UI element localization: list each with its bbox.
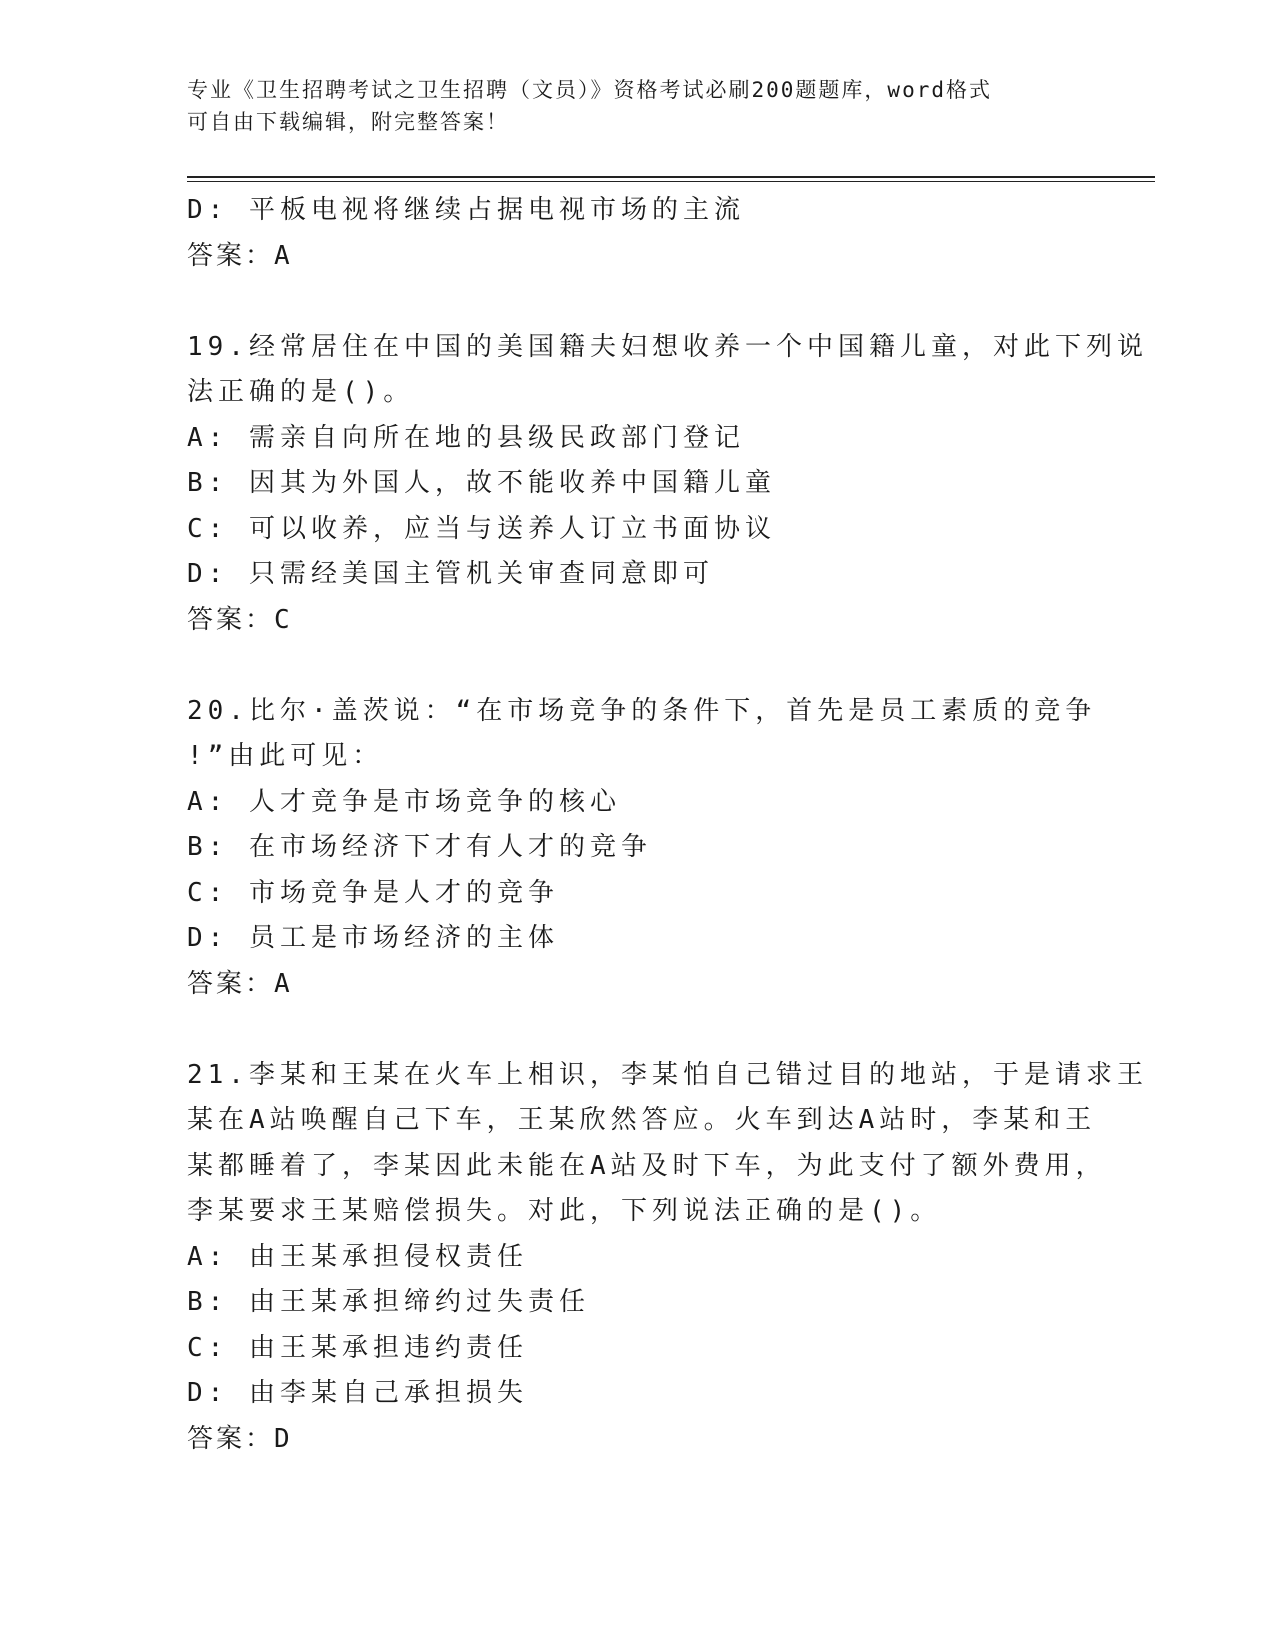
option-c: C: 市场竞争是人才的竞争 [187,877,559,908]
question-stem: 21.李某和王某在火车上相识，李某怕自己错过目的地站，于是请求王 [187,1059,1148,1090]
option-b: B: 在市场经济下才有人才的竞争 [187,832,652,862]
header-rule-thick [187,176,1155,178]
question-stem: 20.比尔·盖茨说：“在市场竞争的条件下，首先是员工素质的竞争 [187,695,1097,726]
header-line-1: 专业《卫生招聘考试之卫生招聘（文员）》资格考试必刷200题题库，word格式 [187,78,992,102]
option-d: D: 员工是市场经济的主体 [187,923,559,953]
option-a: A: 需亲自向所在地的县级民政部门登记 [187,422,745,453]
answer: 答案：D [187,1423,293,1454]
header-line-2: 可自由下载编辑，附完整答案！ [187,110,509,134]
answer: 答案：A [187,968,293,999]
option-b: B: 因其为外国人，故不能收养中国籍儿童 [187,468,776,498]
option-b: B: 由王某承担缔约过失责任 [187,1287,590,1317]
question-stem: 某在A站唤醒自己下车，王某欣然答应。火车到达A站时，李某和王 [187,1105,1097,1135]
page-header [187,74,1087,138]
option-c: C: 可以收养，应当与送养人订立书面协议 [187,513,776,544]
option-c: C: 由王某承担违约责任 [187,1332,528,1363]
option-d: D: 平板电视将继续占据电视市场的主流 [187,195,745,225]
question-19 [187,325,1148,644]
header-rule-thin [187,181,1155,182]
option-d: D: 由李某自己承担损失 [187,1378,528,1408]
option-d: D: 只需经美国主管机关审查同意即可 [187,559,714,589]
option-a: A: 由王某承担侵权责任 [187,1241,528,1272]
answer: 答案：C [187,604,293,635]
question-21 [187,1053,1148,1463]
question-stem: 19.经常居住在中国的美国籍夫妇想收养一个中国籍儿童，对此下列说 [187,331,1148,362]
question-stem: 法正确的是()。 [187,377,415,407]
question-stem: 李某要求王某赔偿损失。对此，下列说法正确的是()。 [187,1196,942,1226]
question-stem: !”由此可见： [187,741,384,771]
question-content [187,188,1148,1462]
question-stem: 某都睡着了，李某因此未能在A站及时下车，为此支付了额外费用， [187,1150,1107,1181]
answer: 答案：A [187,240,293,271]
option-a: A: 人才竞争是市场竞争的核心 [187,786,621,817]
question-20 [187,689,1097,1008]
